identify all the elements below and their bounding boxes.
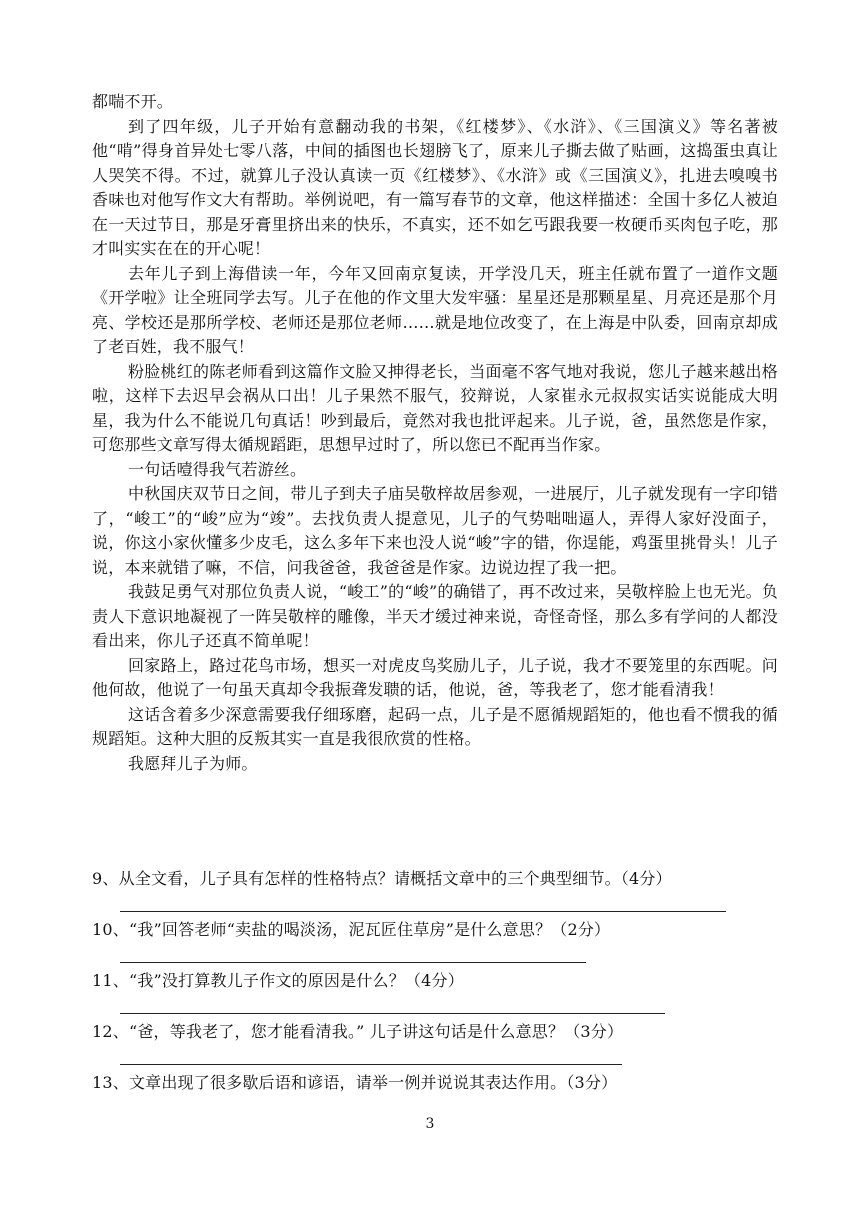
- article-body: [92, 90, 778, 776]
- answer-line-10[interactable]: [120, 962, 586, 963]
- paragraph-continuation: 都喘不开。: [92, 92, 174, 111]
- question-12: 12、“爸，等我老了，您才能看清我。” 儿子讲这句话是什么意思？（3分）: [92, 1022, 624, 1041]
- page-number: 3: [425, 1116, 435, 1132]
- answer-line-11[interactable]: [120, 1013, 665, 1014]
- paragraph: 去年儿子到上海借读一年，今年又回南京复读，开学没几天，班主任就布置了一道作文题《开学啦》让全班同学去写。儿子在他的作文里大发牢骚：星星还是那颗星星、月亮还是那个月亮、学校还是那所学校、老师还是那位老师……就是地位改变了，在上海是中队委，回南京却成了老百姓，我不服气！: [92, 263, 778, 356]
- answer-line-12[interactable]: [120, 1064, 622, 1065]
- paragraph: 一句话噎得我气若游丝。: [128, 459, 307, 479]
- paragraph: 我鼓足勇气对那位负责人说，“峻工”的“峻”的确错了，再不改过来，吴敬梓脸上也无光。负责人下意识地凝视了一阵吴敬梓的雕像，半天才缓过神来说，奇怪奇怪，那么多有学问的人都没看出来，你儿子还真不简单呢！: [92, 582, 778, 650]
- paragraph: 中秋国庆双节日之间，带儿子到夫子庙吴敬梓故居参观，一进展厅，儿子就发现有一字印错了，“峻工”的“峻”应为“竣”。去找负责人提意见，儿子的气势咄咄逼人，弄得人家好没面子，说，你这小家伙懂多少皮毛，这么多年下来也没人说“峻”字的错，你逞能，鸡蛋里挑骨头！儿子说，本来就错了嘛，不信，问我爸爸，我爸爸是作家。边说边捏了我一把。: [92, 484, 778, 577]
- question-13: 13、文章出现了很多歇后语和谚语，请举一例并说说其表达作用。（3分）: [92, 1073, 618, 1092]
- question-11: 11、“我”没打算教儿子作文的原因是什么？（4分）: [92, 971, 464, 990]
- paragraph: 到了四年级，儿子开始有意翻动我的书架，《红楼梦》、《水浒》、《三国演义》等名著被他“啃”得身首异处七零八落，中间的插图也长翅膀飞了，原来儿子撕去做了贴画，这捣蛋虫真让人哭笑不得。不过，就算儿子没认真读一页《红楼梦》、《水浒》或《三国演义》，扎进去嗅嗅书香味也对他写作文大有帮助。举例说吧，有一篇写春节的文章，他这样描述：全国十多亿人被迫在一天过节日，那是牙膏里挤出来的快乐，不真实，还不如乞丐跟我要一枚硬币买肉包子吃，那才叫实实在在的开心呢！: [92, 116, 778, 258]
- paragraph: 这话含着多少深意需要我仔细琢磨，起码一点，儿子是不愿循规蹈矩的，他也看不惯我的循规蹈矩。这种大胆的反叛其实一直是我很欣赏的性格。: [92, 704, 778, 748]
- paragraph: 粉脸桃红的陈老师看到这篇作文脸又抻得老长，当面毫不客气地对我说，您儿子越来越出格啦，这样下去迟早会祸从口出！儿子果然不服气，狡辩说，人家崔永元叔叔实话实说能成大明星，我为什么不能说几句真话！吵到最后，竟然对我也批评起来。儿子说，爸，虽然您是作家，可您那些文章写得太循规蹈距，思想早过时了，所以您已不配再当作家。: [92, 361, 778, 454]
- question-10: 10、“我”回答老师“卖盐的喝淡汤，泥瓦匠住草房”是什么意思？（2分）: [92, 920, 611, 939]
- paragraph: 回家路上，路过花鸟市场，想买一对虎皮鸟奖励儿子，儿子说，我才不要笼里的东西呢。问他何故，他说了一句虽天真却令我振聋发聩的话，他说，爸，等我老了，您才能看清我！: [92, 655, 778, 699]
- paragraph: 我愿拜儿子为师。: [128, 753, 258, 773]
- question-9: 9、从全文看，儿子具有怎样的性格特点？请概括文章中的三个典型细节。（4分）: [92, 869, 672, 888]
- answer-line-9[interactable]: [120, 911, 726, 912]
